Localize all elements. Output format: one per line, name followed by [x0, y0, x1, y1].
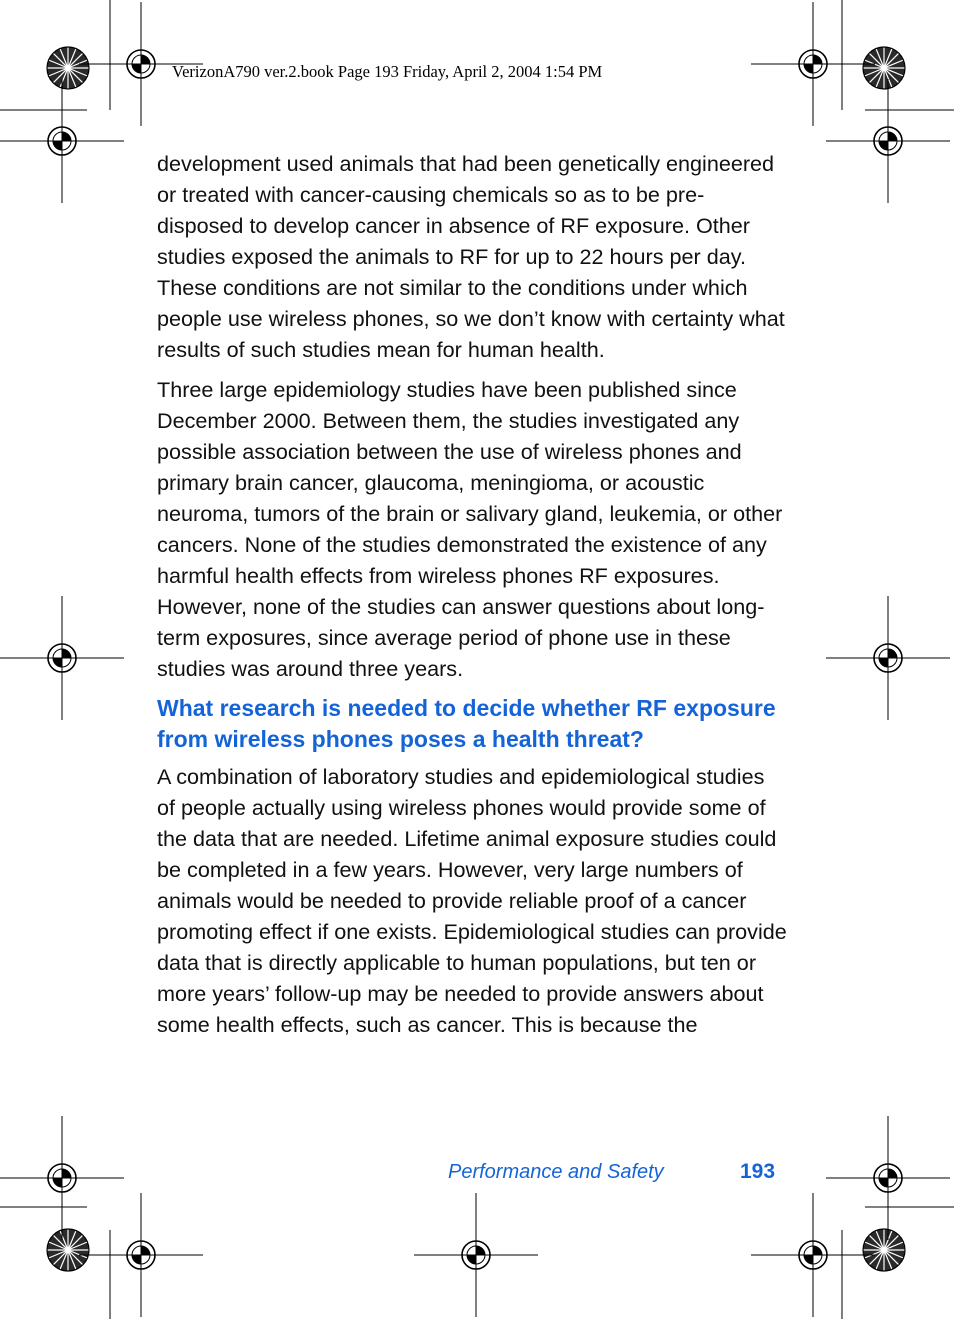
main-content	[157, 148, 787, 1049]
body-paragraph-3: A combination of laboratory studies and epidemiological studies of people actually using wireless phones would provide some of the data that are needed. Lifetime animal exposure studies could be completed in a few years. However, very large numbers of animals would be needed to provide reliable proof of a cancer promoting effect if one exists. Epidemiological studies can provide data that is directly applicable to human populations, but ten or more years’ follow-up may be needed to provide answers about some health effects, such as cancer. This is because the	[157, 764, 787, 1037]
book-file-header: VerizonA790 ver.2.book Page 193 Friday, April 2, 2004 1:54 PM	[172, 62, 603, 81]
footer-section-title: Performance and Safety	[448, 1161, 664, 1183]
footer-page-number: 193	[740, 1160, 776, 1183]
section-heading: What research is needed to decide whether RF exposure from wireless phones poses a health threat?	[157, 695, 776, 752]
body-paragraph-1: development used animals that had been genetically engineered or treated with cancer-causing chemicals so as to be pre-disposed to develop cancer in absence of RF exposure. Other studies exposed the animals to RF for up to 22 hours per day. These conditions are not similar to the conditions under which people use wireless phones, so we don’t know with certainty what results of such studies mean for human health.	[157, 151, 785, 362]
body-paragraph-2: Three large epidemiology studies have been published since December 2000. Between them, the studies investigated any possible association between the use of wireless phones and primary brain cancer, glaucoma, meningioma, or acoustic neuroma, tumors of the brain or salivary gland, leukemia, or other cancers. None of the studies demonstrated the existence of any harmful health effects from wireless phones RF exposures. However, none of the studies can answer questions about long-term exposures, since average period of phone use in these studies was around three years.	[157, 377, 783, 681]
